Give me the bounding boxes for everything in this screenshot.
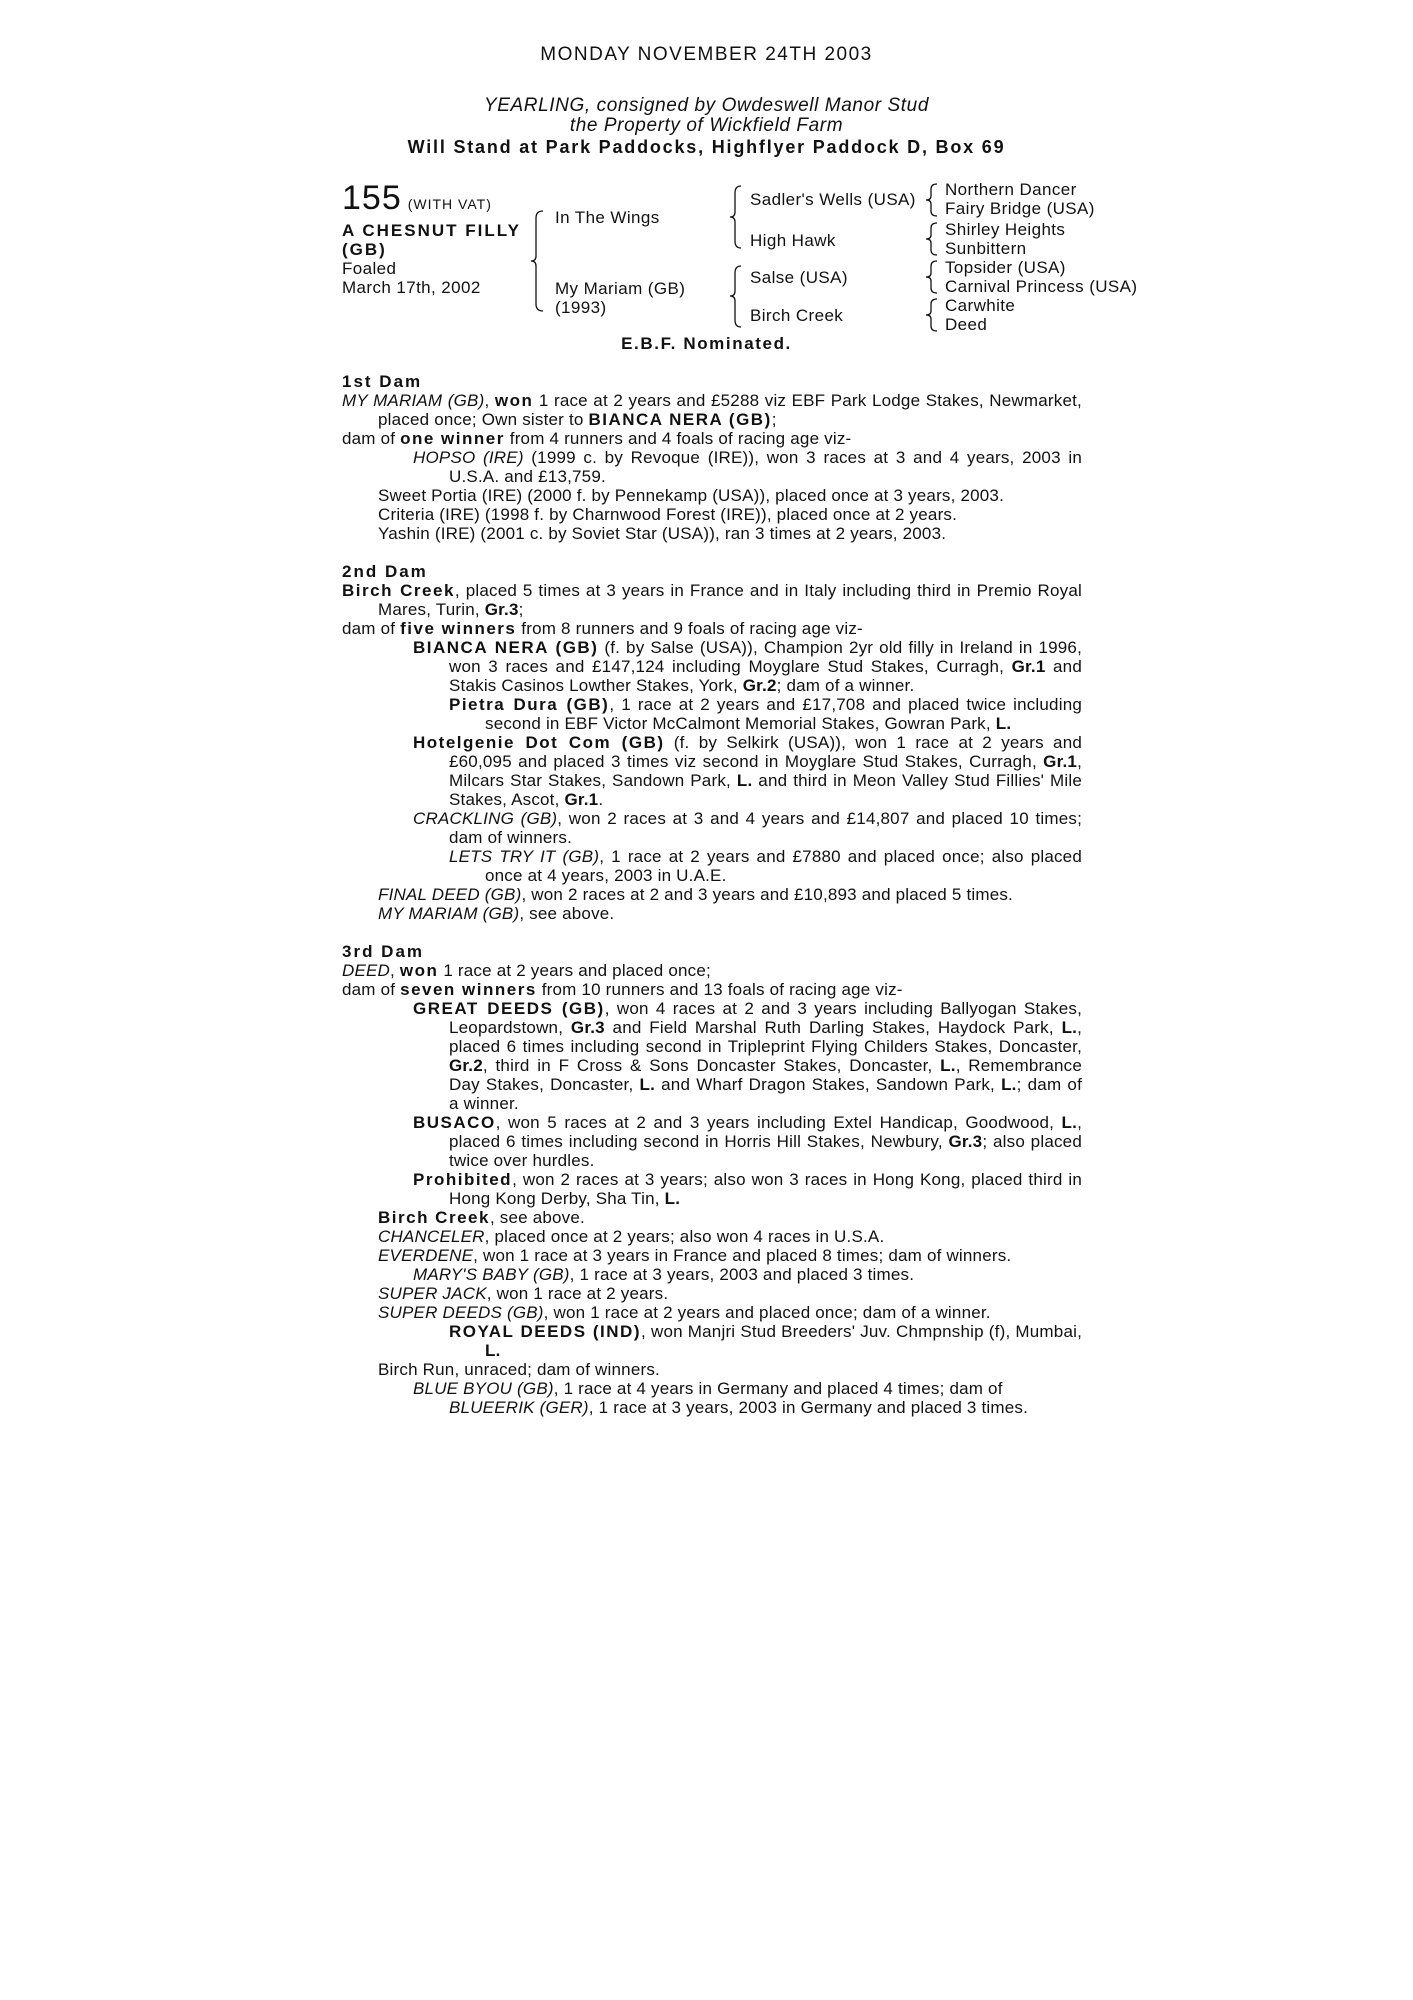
pedigree-dam-sire: Salse (USA) [750,268,848,287]
consignment-block [0,96,1413,136]
produce-entry: MY MARIAM (GB), won 1 race at 2 years and £5288 viz EBF Park Lodge Stakes, Newmarket, placed once; Own sister to BIANCA NERA (GB); [342,391,1082,429]
pedigree-sire-sire: Sadler's Wells (USA) [750,190,916,209]
foaled-date: March 17th, 2002 [342,278,481,297]
pedigree-bracket-3c [928,260,940,296]
pedigree-sd-dam: Sunbittern [945,239,1027,258]
pedigree-bracket-3a [928,183,940,219]
pedigree-dam-dam: Birch Creek [750,306,844,325]
second-dam-heading: 2nd Dam [342,562,428,581]
third-dam-section [342,942,1082,1417]
produce-entry: Hotelgenie Dot Com (GB) (f. by Selkirk (USA)), won 1 race at 2 years and £60,095 and placed 3 times viz second in Moyglare Stud Stakes, Curragh, Gr.1, Milcars Star Stakes, Sandown Park, L. and third in Meon Valley Stud Fillies' Mile Stakes, Ascot, Gr.1. [413,733,1083,809]
produce-entry: MY MARIAM (GB), see above. [378,904,615,923]
first-dam-entries [342,391,1082,543]
lot-description: A CHESNUT FILLY [342,221,521,240]
produce-entry: BIANCA NERA (GB) (f. by Salse (USA)), Champion 2yr old filly in Ireland in 1996, won 3 races and £147,124 including Moyglare Stud Stakes, Curragh, Gr.1 and Stakis Casinos Lowther Stakes, York, Gr.2; dam of a winner. [413,638,1082,695]
pedigree-dd-sire: Carwhite [945,296,1016,315]
produce-entry: MARY'S BABY (GB), 1 race at 3 years, 2003 and placed 3 times. [413,1265,915,1284]
produce-entry: BLUE BYOU (GB), 1 race at 4 years in Germany and placed 4 times; dam of [413,1379,1003,1398]
produce-entry: Yashin (IRE) (2001 c. by Soviet Star (USA)), ran 3 times at 2 years, 2003. [378,524,947,543]
produce-entry: HOPSO (IRE) (1999 c. by Revoque (IRE)), won 3 races at 3 and 4 years, 2003 in U.S.A. and £13,759. [413,448,1082,486]
produce-entry: dam of seven winners from 10 runners and 13 foals of racing age viz- [342,980,903,999]
produce-entry: EVERDENE, won 1 race at 3 years in France and placed 8 times; dam of winners. [378,1246,1012,1265]
produce-entry: Sweet Portia (IRE) (2000 f. by Pennekamp (USA)), placed once at 3 years, 2003. [378,486,1005,505]
third-dam-entries [342,961,1082,1417]
produce-entry: Birch Creek, placed 5 times at 3 years in France and in Italy including third in Premio Royal Mares, Turin, Gr.3; [342,581,1082,619]
second-dam-entries [342,581,1082,923]
foaled-label: Foaled [342,259,397,278]
produce-entry: dam of one winner from 4 runners and 4 foals of racing age viz- [342,429,852,448]
first-dam-section [342,372,1082,543]
produce-record [342,372,1082,1417]
pedigree-dd-dam: Deed [945,315,988,334]
pedigree-bracket-2a [732,185,744,250]
pedigree-sd-sire: Shirley Heights [945,220,1066,239]
sale-date: MONDAY NOVEMBER 24TH 2003 [540,44,873,65]
produce-entry: DEED, won 1 race at 2 years and placed once; [342,961,711,980]
pedigree-dam: My Mariam (GB) [555,279,686,298]
produce-entry: SUPER DEEDS (GB), won 1 race at 2 years and placed once; dam of a winner. [378,1303,991,1322]
third-dam-heading: 3rd Dam [342,942,425,961]
pedigree-bracket-1 [534,210,548,312]
lot-number: 155 [342,179,402,217]
pedigree-dam-year: (1993) [555,298,607,317]
pedigree-sire: In The Wings [555,208,660,227]
produce-entry: dam of five winners from 8 runners and 9 foals of racing age viz- [342,619,863,638]
stand-location: Will Stand at Park Paddocks, Highflyer Paddock D, Box 69 [407,137,1006,157]
produce-entry: SUPER JACK, won 1 race at 2 years. [378,1284,669,1303]
pedigree-bracket-2b [732,265,744,329]
lot-header [342,179,492,218]
pedigree-ss-sire: Northern Dancer [945,180,1077,199]
produce-entry: Birch Creek, see above. [378,1208,585,1227]
produce-entry: ROYAL DEEDS (IND), won Manjri Stud Breeders' Juv. Chmpnship (f), Mumbai, L. [449,1322,1082,1360]
pedigree-sire-dam: High Hawk [750,231,836,250]
pedigree-ds-sire: Topsider (USA) [945,258,1066,277]
pedigree-bracket-3d [928,298,940,334]
pedigree-ss-dam: Fairy Bridge (USA) [945,199,1095,218]
produce-entry: CHANCELER, placed once at 2 years; also won 4 races in U.S.A. [378,1227,885,1246]
produce-entry: BLUEERIK (GER), 1 race at 3 years, 2003 in Germany and placed 3 times. [449,1398,1029,1417]
vat-label: (WITH VAT) [407,196,492,212]
pedigree-bracket-3b [928,222,940,258]
produce-entry: Birch Run, unraced; dam of winners. [378,1360,660,1379]
produce-entry: FINAL DEED (GB), won 2 races at 2 and 3 years and £10,893 and placed 5 times. [378,885,1013,904]
second-dam-section [342,562,1082,923]
first-dam-heading: 1st Dam [342,372,423,391]
produce-entry: GREAT DEEDS (GB), won 4 races at 2 and 3 years including Ballyogan Stakes, Leopardstown, Gr.3 and Field Marshal Ruth Darling Stakes, Haydock Park, L., placed 6 times including second in Tripleprint Flying Childers Stakes, Doncaster, Gr.2, third in F Cross & Sons Doncaster Stakes, Doncaster, L., Remembrance Day Stakes, Doncaster, L. and Wharf Dragon Stakes, Sandown Park, L.; dam of a winner. [413,999,1083,1113]
produce-entry: Prohibited, won 2 races at 3 years; also won 3 races in Hong Kong, placed third in Hong Kong Derby, Sha Tin, L. [413,1170,1082,1208]
produce-entry: BUSACO, won 5 races at 2 and 3 years including Extel Handicap, Goodwood, L., placed 6 times including second in Horris Hill Stakes, Newbury, Gr.3; also placed twice over hurdles. [413,1113,1082,1170]
property-line: the Property of Wickfield Farm [569,115,844,136]
produce-entry: Pietra Dura (GB), 1 race at 2 years and £17,708 and placed twice including second in EBF Victor McCalmont Memorial Stakes, Gowran Park, L. [449,695,1083,733]
pedigree-ds-dam: Carnival Princess (USA) [945,277,1138,296]
produce-entry: LETS TRY IT (GB), 1 race at 2 years and £7880 and placed once; also placed once at 4 years, 2003 in U.A.E. [449,847,1082,885]
produce-entry: Criteria (IRE) (1998 f. by Charnwood Forest (IRE)), placed once at 2 years. [378,505,958,524]
consignment-line: YEARLING, consigned by Owdeswell Manor Stud [483,95,930,116]
produce-entry: CRACKLING (GB), won 2 races at 3 and 4 years and £14,807 and placed 10 times; dam of winners. [413,809,1083,847]
ebf-nomination: E.B.F. Nominated. [621,334,792,353]
lot-description-country: (GB) [342,240,387,259]
